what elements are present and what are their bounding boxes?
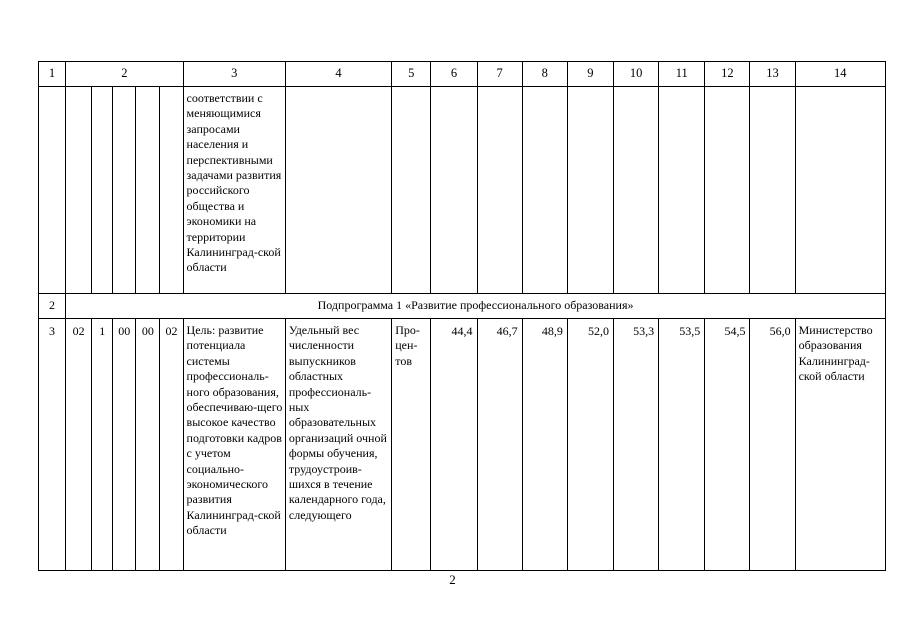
- value-cell: 46,7: [477, 319, 522, 571]
- column-number-row: [39, 62, 886, 87]
- column-number: 1: [39, 62, 66, 87]
- empty-cell: [39, 87, 66, 294]
- code-cell: 02: [66, 319, 92, 571]
- empty-cell: [522, 87, 567, 294]
- empty-cell: [113, 87, 136, 294]
- column-number: 4: [285, 62, 391, 87]
- value-cell: 53,5: [659, 319, 705, 571]
- column-number: 7: [477, 62, 522, 87]
- column-number: 10: [613, 62, 658, 87]
- empty-cell: [659, 87, 705, 294]
- unit-text: Про-цен-тов: [392, 319, 431, 571]
- code-cell: 00: [136, 319, 160, 571]
- column-number: 14: [795, 62, 885, 87]
- empty-cell: [285, 87, 391, 294]
- column-number: 8: [522, 62, 567, 87]
- empty-cell: [431, 87, 477, 294]
- subprogram-row: [39, 294, 886, 319]
- empty-cell: [613, 87, 658, 294]
- column-number: 6: [431, 62, 477, 87]
- column-number: 2: [66, 62, 183, 87]
- value-cell: 53,3: [613, 319, 658, 571]
- value-cell: 52,0: [567, 319, 613, 571]
- empty-cell: [392, 87, 431, 294]
- column-number: 9: [567, 62, 613, 87]
- code-cell: 02: [160, 319, 183, 571]
- goal-continuation-text: соответствии с меняющимися запросами населения и перспективными задачами развития российского общества и экономики на территории Калининград-ской области: [183, 87, 285, 294]
- column-number: 12: [705, 62, 750, 87]
- indicator-text: Удельный вес численности выпускников областных профессиональ-ных образовательных организаций очной формы обучения, трудоустроив-шихся в течение календарного года, следующего: [285, 319, 391, 571]
- empty-cell: [750, 87, 795, 294]
- subprogram-title: Подпрограмма 1 «Развитие профессионального образования»: [66, 294, 886, 319]
- indicators-table: [38, 61, 886, 571]
- column-number: 5: [392, 62, 431, 87]
- empty-cell: [705, 87, 750, 294]
- empty-cell: [92, 87, 113, 294]
- value-cell: 56,0: [750, 319, 795, 571]
- value-cell: 44,4: [431, 319, 477, 571]
- value-cell: 48,9: [522, 319, 567, 571]
- empty-cell: [66, 87, 92, 294]
- column-number: 13: [750, 62, 795, 87]
- goal-text: Цель: развитие потенциала системы профессиональ-ного образования, обеспечиваю-щего высокое качество подготовки кадров с учетом социально-экономического развития Калининград-ской области: [183, 319, 285, 571]
- code-cell: 1: [92, 319, 113, 571]
- empty-cell: [136, 87, 160, 294]
- empty-cell: [160, 87, 183, 294]
- row-number: 3: [39, 319, 66, 571]
- empty-cell: [477, 87, 522, 294]
- continuation-row: [39, 87, 886, 294]
- empty-cell: [795, 87, 885, 294]
- code-cell: 00: [113, 319, 136, 571]
- column-number: 3: [183, 62, 285, 87]
- responsible-text: Министерство образования Калининград-ской области: [795, 319, 885, 571]
- row-number: 2: [39, 294, 66, 319]
- value-cell: 54,5: [705, 319, 750, 571]
- empty-cell: [567, 87, 613, 294]
- column-number: 11: [659, 62, 705, 87]
- indicator-row: [39, 319, 886, 571]
- page-number: 2: [449, 572, 456, 587]
